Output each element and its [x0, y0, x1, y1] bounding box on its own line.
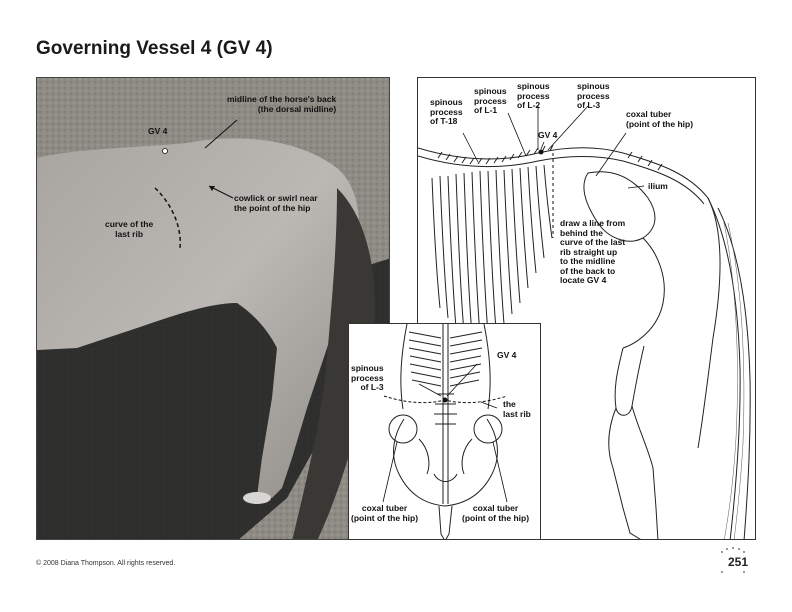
horse-photo [36, 77, 390, 540]
copyright-notice: © 2008 Diana Thompson. All rights reserved. [36, 560, 176, 567]
inset-gv4-label: GV 4 [497, 350, 517, 360]
horse-photo-illustration [37, 78, 390, 540]
skeleton-instruction-label: draw a line from behind the curve of the last rib straight up to the midline of the back to locate GV 4 [560, 218, 626, 285]
page-title: Governing Vessel 4 (GV 4) [36, 38, 273, 59]
page-number: 251 [728, 555, 749, 569]
photo-midline-label: midline of the horse's back (the dorsal midline) [227, 94, 337, 114]
dorsal-view-inset [348, 323, 541, 540]
skeleton-t18-label: spinous process of T-18 [430, 97, 463, 126]
inset-coxal-left-label: coxal tuber (point of the hip) [351, 503, 419, 523]
skeleton-l2-label: spinous process of L-2 [517, 81, 550, 110]
inset-last-rib-label: the last rib [503, 399, 531, 419]
skeleton-gv4-label: GV 4 [538, 130, 558, 140]
inset-l3-label: spinous process of L-3 [351, 363, 384, 392]
skeleton-ilium-label: ilium [648, 181, 668, 191]
inset-coxal-right-label: coxal tuber (point of the hip) [462, 503, 530, 523]
skeleton-l1-label: spinous process of L-1 [474, 86, 507, 115]
photo-cowlick-label: cowlick or swirl near the point of the hip [234, 193, 318, 213]
skeleton-coxal-tuber-label: coxal tuber (point of the hip) [626, 109, 694, 129]
photo-gv4-label: GV 4 [148, 126, 168, 136]
photo-curve-rib-label: curve of the last rib [105, 219, 154, 239]
skeleton-l3-label: spinous process of L-3 [577, 81, 610, 110]
